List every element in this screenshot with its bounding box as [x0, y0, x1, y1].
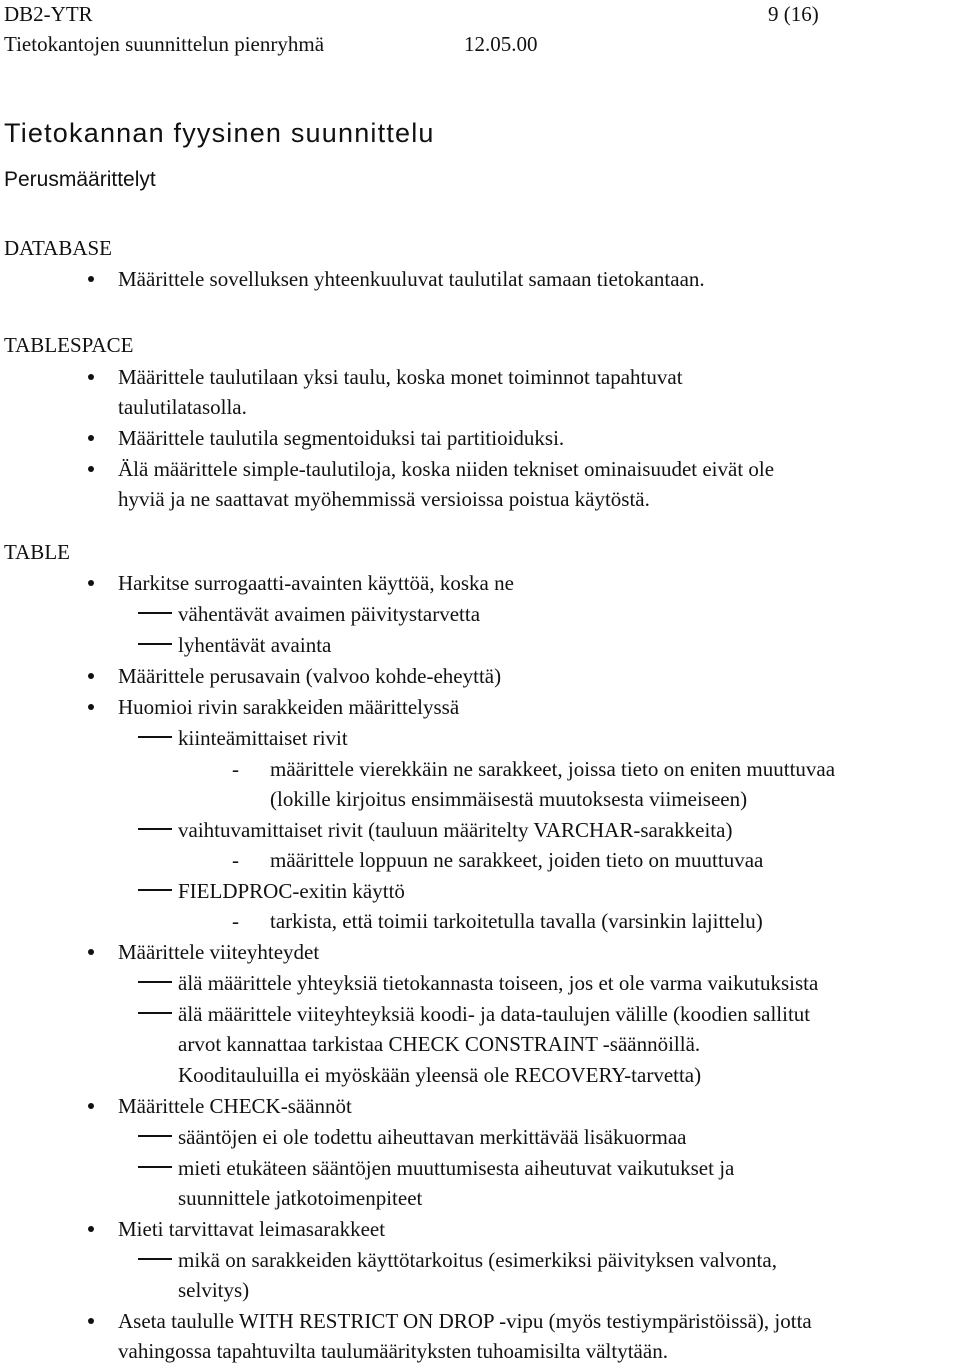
dash-icon: [138, 828, 172, 830]
sub-item-continuation: arvot kannattaa tarkistaa CHECK CONSTRAINT -säännöillä.: [178, 1032, 701, 1056]
bullet-icon: [88, 704, 94, 710]
sub-sub-item-continuation: (lokille kirjoitus ensimmäisestä muutoksesta viimeiseen): [270, 787, 748, 811]
list-item: Määrittele perusavain (valvoo kohde-eheyttä): [118, 664, 502, 688]
sub-item: mikä on sarakkeiden käyttötarkoitus (esimerkiksi päivityksen valvonta,: [178, 1248, 777, 1272]
section-heading-table: TABLE: [4, 540, 70, 564]
bullet-icon: [88, 1318, 94, 1324]
dash-icon: [138, 1166, 172, 1168]
sub-item: vähentävät avaimen päivitystarvetta: [178, 602, 481, 626]
list-item: Huomioi rivin sarakkeiden määrittelyssä: [118, 695, 460, 719]
hyphen-icon: -: [232, 909, 239, 933]
page-title: Tietokannan fyysinen suunnittelu: [4, 118, 435, 148]
list-item-continuation: vahingossa tapahtuvilta taulumäärityksten tuhoamisilta vältytään.: [118, 1339, 668, 1363]
list-item: Määrittele taulutila segmentoiduksi tai partitioiduksi.: [118, 426, 565, 450]
page-subtitle: Perusmäärittelyt: [4, 168, 156, 191]
group-name: Tietokantojen suunnittelun pienryhmä: [4, 32, 325, 56]
sub-item: kiinteämittaiset rivit: [178, 726, 348, 750]
sub-item: mieti etukäteen sääntöjen muuttumisesta aiheutuvat vaikutukset ja: [178, 1156, 735, 1180]
bullet-icon: [88, 374, 94, 380]
sub-sub-item: tarkista, että toimii tarkoitetulla tavalla (varsinkin lajittelu): [270, 909, 763, 933]
hyphen-icon: -: [232, 848, 239, 872]
list-item: Aseta taululle WITH RESTRICT ON DROP -vipu (myös testiympäristöissä), jotta: [118, 1309, 812, 1333]
sub-item: älä määrittele yhteyksiä tietokannasta toiseen, jos et ole varma vaikutuksista: [178, 971, 819, 995]
sub-sub-item: määrittele loppuun ne sarakkeet, joiden tieto on muuttuvaa: [270, 848, 764, 872]
bullet-icon: [88, 580, 94, 586]
dash-icon: [138, 981, 172, 983]
bullet-icon: [88, 1103, 94, 1109]
dash-icon: [138, 736, 172, 738]
dash-icon: [138, 643, 172, 645]
bullet-icon: [88, 276, 94, 282]
sub-item-continuation: Kooditauluilla ei myöskään yleensä ole RECOVERY-tarvetta): [178, 1063, 702, 1087]
dash-icon: [138, 889, 172, 891]
page-number: 9 (16): [768, 2, 819, 26]
dash-icon: [138, 612, 172, 614]
list-item: Älä määrittele simple-taulutiloja, koska niiden tekniset ominaisuudet eivät ole: [118, 457, 775, 481]
bullet-icon: [88, 435, 94, 441]
bullet-icon: [88, 673, 94, 679]
sub-item-continuation: selvitys): [178, 1278, 250, 1302]
list-item: Mieti tarvittavat leimasarakkeet: [118, 1217, 386, 1241]
doc-id: DB2-YTR: [4, 2, 93, 26]
dash-icon: [138, 1012, 172, 1014]
sub-item: vaihtuvamittaiset rivit (tauluun määritelty VARCHAR-sarakkeita): [178, 818, 733, 842]
section-heading-database: DATABASE: [4, 236, 112, 260]
hyphen-icon: -: [232, 757, 239, 781]
list-item: Määrittele viiteyhteydet: [118, 940, 320, 964]
sub-sub-item: määrittele vierekkäin ne sarakkeet, joissa tieto on eniten muuttuvaa: [270, 757, 836, 781]
list-item: Määrittele taulutilaan yksi taulu, koska monet toiminnot tapahtuvat: [118, 365, 683, 389]
bullet-icon: [88, 949, 94, 955]
list-item-continuation: hyviä ja ne saattavat myöhemmissä versioissa poistua käytöstä.: [118, 487, 650, 511]
bullet-icon: [88, 1226, 94, 1232]
dash-icon: [138, 1258, 172, 1260]
section-heading-tablespace: TABLESPACE: [4, 333, 134, 357]
sub-item-continuation: suunnittele jatkotoimenpiteet: [178, 1186, 423, 1210]
dash-icon: [138, 1135, 172, 1137]
doc-date: 12.05.00: [464, 32, 538, 56]
list-item: Määrittele CHECK-säännöt: [118, 1094, 352, 1118]
bullet-icon: [88, 466, 94, 472]
list-item: Määrittele sovelluksen yhteenkuuluvat taulutilat samaan tietokantaan.: [118, 267, 705, 291]
sub-item: älä määrittele viiteyhteyksiä koodi- ja data-taulujen välille (koodien sallitut: [178, 1002, 811, 1026]
list-item: Harkitse surrogaatti-avainten käyttöä, koska ne: [118, 571, 514, 595]
sub-item: FIELDPROC-exitin käyttö: [178, 879, 405, 903]
sub-item: sääntöjen ei ole todettu aiheuttavan merkittävää lisäkuormaa: [178, 1125, 687, 1149]
list-item-continuation: taulutilatasolla.: [118, 395, 247, 419]
sub-item: lyhentävät avainta: [178, 633, 332, 657]
